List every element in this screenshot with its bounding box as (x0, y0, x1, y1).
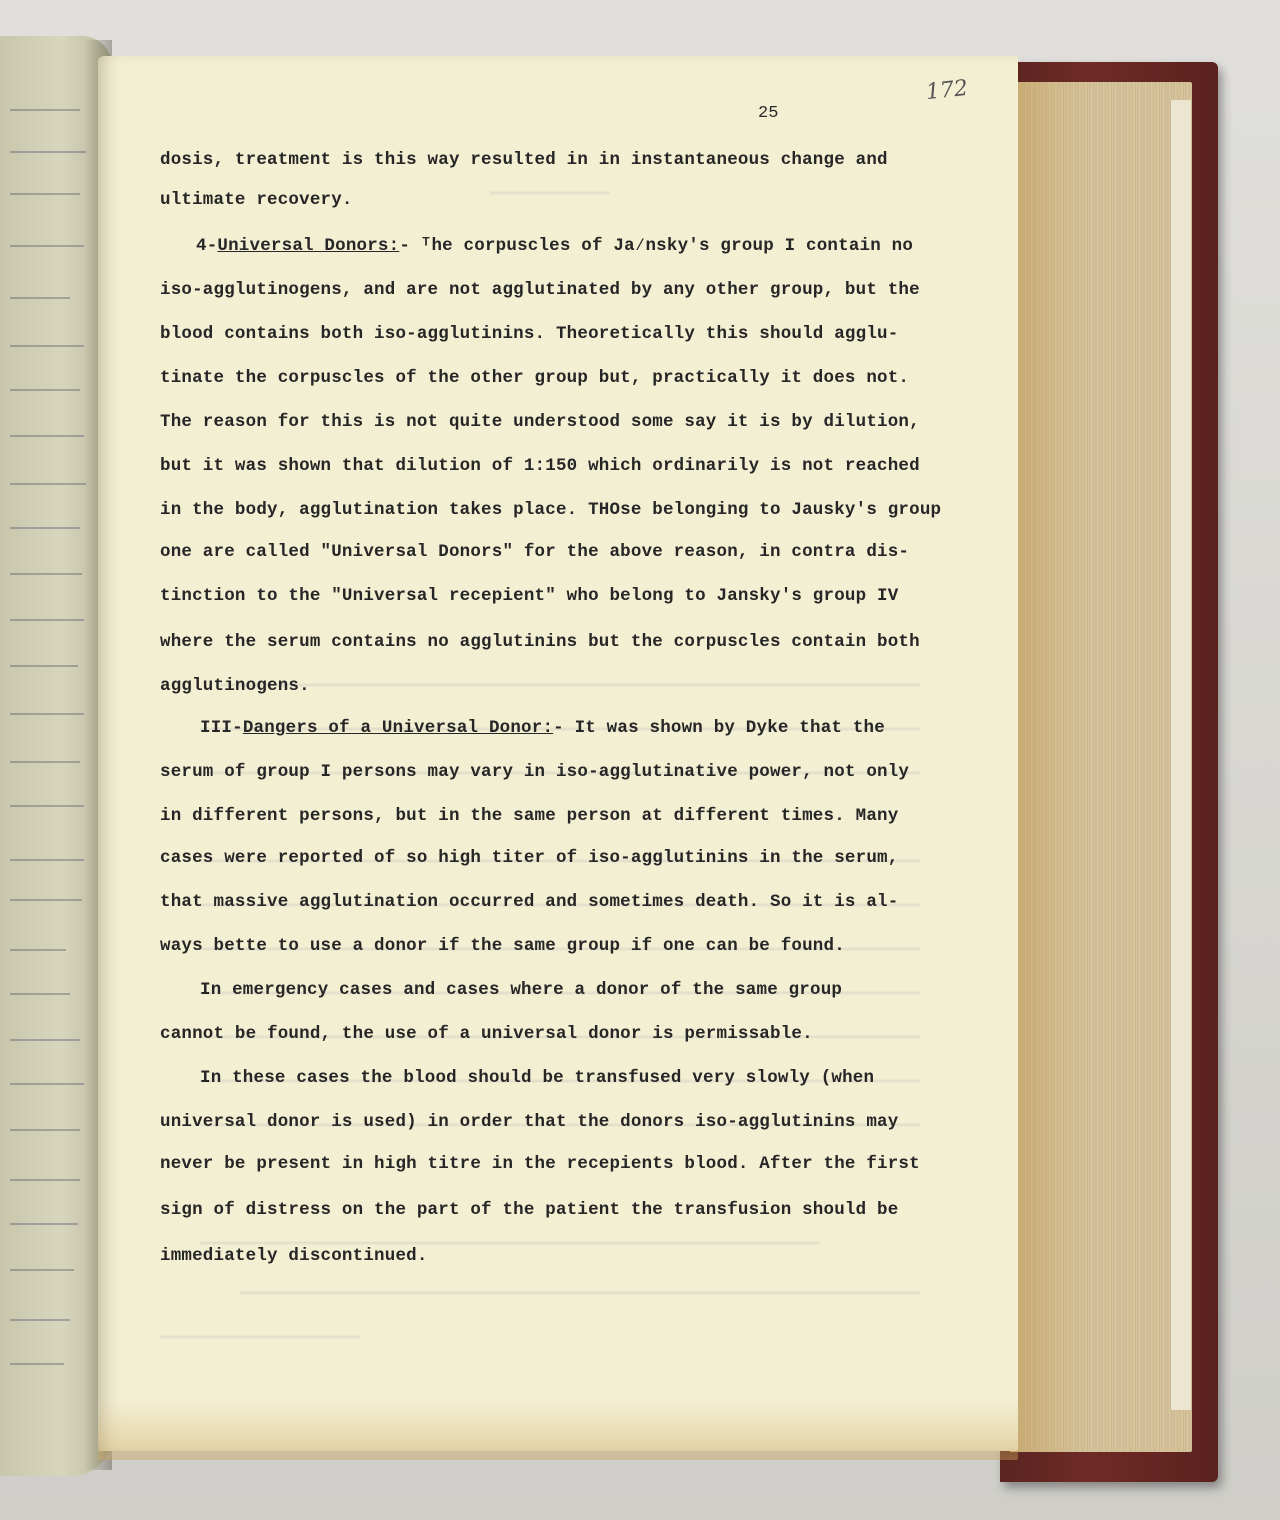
text-line: one are called "Universal Donors" for the above reason, in contra dis- (160, 542, 910, 562)
text-line: tinction to the "Universal recepient" who belong to Jansky's group IV (160, 586, 899, 606)
handwritten-folio: 172 (924, 75, 970, 106)
text-line: The reason for this is not quite understood some say it is by dilution, (160, 412, 920, 432)
text-line-heading (200, 718, 885, 738)
page-number: 25 (758, 104, 779, 123)
text-line: serum of group I persons may vary in iso-agglutinative power, not only (160, 762, 910, 782)
text-line: but it was shown that dilution of 1:150 which ordinarily is not reached (160, 456, 920, 476)
page-bottom-foxing (98, 1400, 1018, 1460)
text-line: tinate the corpuscles of the other group but, practically it does not. (160, 368, 910, 388)
text-line-heading (196, 236, 913, 256)
text-line: ultimate recovery. (160, 190, 353, 210)
heading-prefix: 4- (196, 236, 218, 256)
text-line: blood contains both iso-agglutinins. Theoretically this should agglu- (160, 324, 899, 344)
text-line: sign of distress on the part of the patient the transfusion should be (160, 1200, 899, 1220)
left-page-bleed-marks (0, 90, 100, 1390)
page-edges-inner (1170, 100, 1191, 1410)
text-line: cannot be found, the use of a universal donor is permissable. (160, 1024, 813, 1044)
heading-prefix: III- (200, 718, 243, 738)
heading-universal-donors: Universal Donors: (217, 236, 400, 256)
heading-dangers: Dangers of a Universal Donor: (242, 718, 554, 738)
text-line: immediately discontinued. (160, 1246, 428, 1266)
text-line: In these cases the blood should be transfused very slowly (when (200, 1068, 875, 1088)
heading-rest: - It was shown by Dyke that the (553, 718, 885, 738)
text-line: in different persons, but in the same person at different times. Many (160, 806, 899, 826)
text-line: universal donor is used) in order that the donors iso-agglutinins may (160, 1112, 899, 1132)
text-line: where the serum contains no agglutinins but the corpuscles contain both (160, 632, 920, 652)
text-line: cases were reported of so high titer of iso-agglutinins in the serum, (160, 848, 899, 868)
text-line: In emergency cases and cases where a donor of the same group (200, 980, 843, 1000)
heading-rest: - ᵀhe corpuscles of Ja∕nsky's group I contain no (399, 236, 914, 256)
text-line: iso-agglutinogens, and are not agglutinated by any other group, but the (160, 280, 920, 300)
text-line: that massive agglutination occurred and sometimes death. So it is al- (160, 892, 899, 912)
text-line: in the body, agglutination takes place. THOse belonging to Jausky's group (160, 500, 942, 520)
text-line: ways bette to use a donor if the same group if one can be found. (160, 936, 845, 956)
text-line: never be present in high titre in the recepients blood. After the first (160, 1154, 920, 1174)
text-line: dosis, treatment is this way resulted in in instantaneous change and (160, 150, 888, 170)
text-line: agglutinogens. (160, 676, 310, 696)
page-edges-stain (1010, 82, 1090, 1452)
